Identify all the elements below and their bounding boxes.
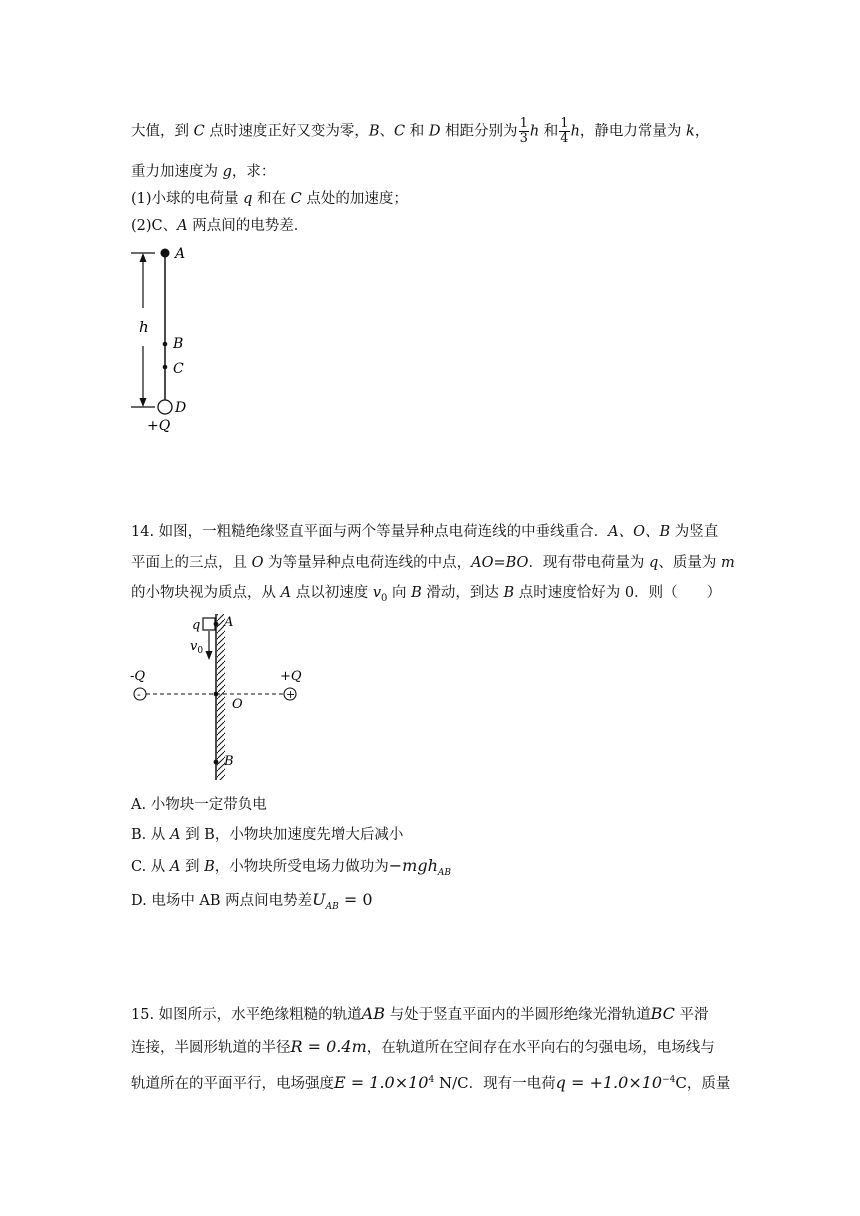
svg-text:q: q bbox=[192, 618, 201, 633]
point-b bbox=[163, 342, 168, 347]
svg-text:B: B bbox=[224, 754, 234, 769]
q15-line1: 15. 如图所示，水平绝缘粗糙的轨道AB 与处于竖直平面内的半圆形绝缘光滑轨道BC 平滑 bbox=[131, 1004, 709, 1023]
svg-text:+: + bbox=[286, 688, 296, 701]
svg-text:O: O bbox=[232, 697, 243, 712]
fig-label-h: h bbox=[139, 318, 149, 336]
q13-part1: (1)小球的电荷量 q 和在 C 点处的加速度； bbox=[131, 191, 408, 207]
point-a bbox=[214, 622, 219, 627]
svg-text:+Q: +Q bbox=[280, 669, 302, 684]
q13-figure bbox=[125, 242, 205, 434]
q14-line1: 14. 如图，一粗糙绝缘竖直平面与两个等量异种点电荷连线的中垂线重合．A、O、B 为竖直 bbox=[131, 524, 719, 540]
point-a bbox=[161, 249, 170, 258]
q14-option-a: A. 小物块一定带负电 bbox=[131, 797, 267, 813]
svg-text:-Q: -Q bbox=[130, 669, 146, 684]
q14-figure bbox=[128, 608, 318, 788]
svg-text:A: A bbox=[224, 615, 234, 630]
point-o bbox=[214, 692, 219, 697]
point-c bbox=[163, 365, 168, 370]
fraction-one-third: $\frac{1}{3}$ bbox=[519, 116, 528, 146]
q14-option-b: B. 从 A 到 B，小物块加速度先增大后减小 bbox=[131, 827, 404, 843]
fig-label-c: C bbox=[173, 361, 184, 377]
fig-label-q: +Q bbox=[147, 418, 171, 434]
q13-part2: (2)C、A 两点间的电势差． bbox=[131, 218, 309, 234]
q14-option-d: D. 电场中 AB 两点间电势差$U_{AB} = 0$ bbox=[131, 890, 373, 912]
q15-line3: 轨道所在的平面平行，电场强度$E = 1.0\times 10^4$ N/C．现有一电荷$q = +1.0\times 10^{-4}C$，质量 bbox=[131, 1072, 731, 1092]
q15-line2: 连接，半圆形轨道的半径R = 0.4m，在轨道所在空间存在水平向右的匀强电场，电场线与 bbox=[131, 1037, 715, 1056]
svg-text:-: - bbox=[137, 688, 141, 701]
fig-label-b: B bbox=[173, 336, 184, 352]
svg-text:v0: $v_0$ bbox=[190, 639, 204, 656]
fraction-one-quarter: $\frac{1}{4}$ bbox=[560, 116, 569, 146]
q14-option-c: C. 从 A 到 B，小物块所受电场力做功为−mgh$_{AB}$ bbox=[131, 856, 452, 878]
q14-line2: 平面上的三点，且 O 为等量异种点电荷连线的中点，AO=BO．现有带电荷量为 q、质量为 m bbox=[131, 555, 735, 571]
point-b bbox=[214, 760, 219, 765]
fig-label-d: D bbox=[175, 400, 187, 416]
q14-line3: 的小物块视为质点，从 A 点以初速度 $v_0$ 向 B 滑动，到达 B 点时速度恰好为 0．则（ ） bbox=[131, 585, 722, 604]
point-d bbox=[158, 400, 172, 414]
fig-label-a: A bbox=[175, 246, 186, 262]
charged-block bbox=[203, 618, 215, 630]
q13-line1: 大值，到 C 点时速度正好又变为零，B、C 和 D 相距分别为 $\frac{1}{3}$ h 和 $\frac{1}{4}$ h，静电力常量为 k， bbox=[131, 116, 710, 146]
q13-line2: 重力加速度为 g，求： bbox=[131, 164, 276, 180]
